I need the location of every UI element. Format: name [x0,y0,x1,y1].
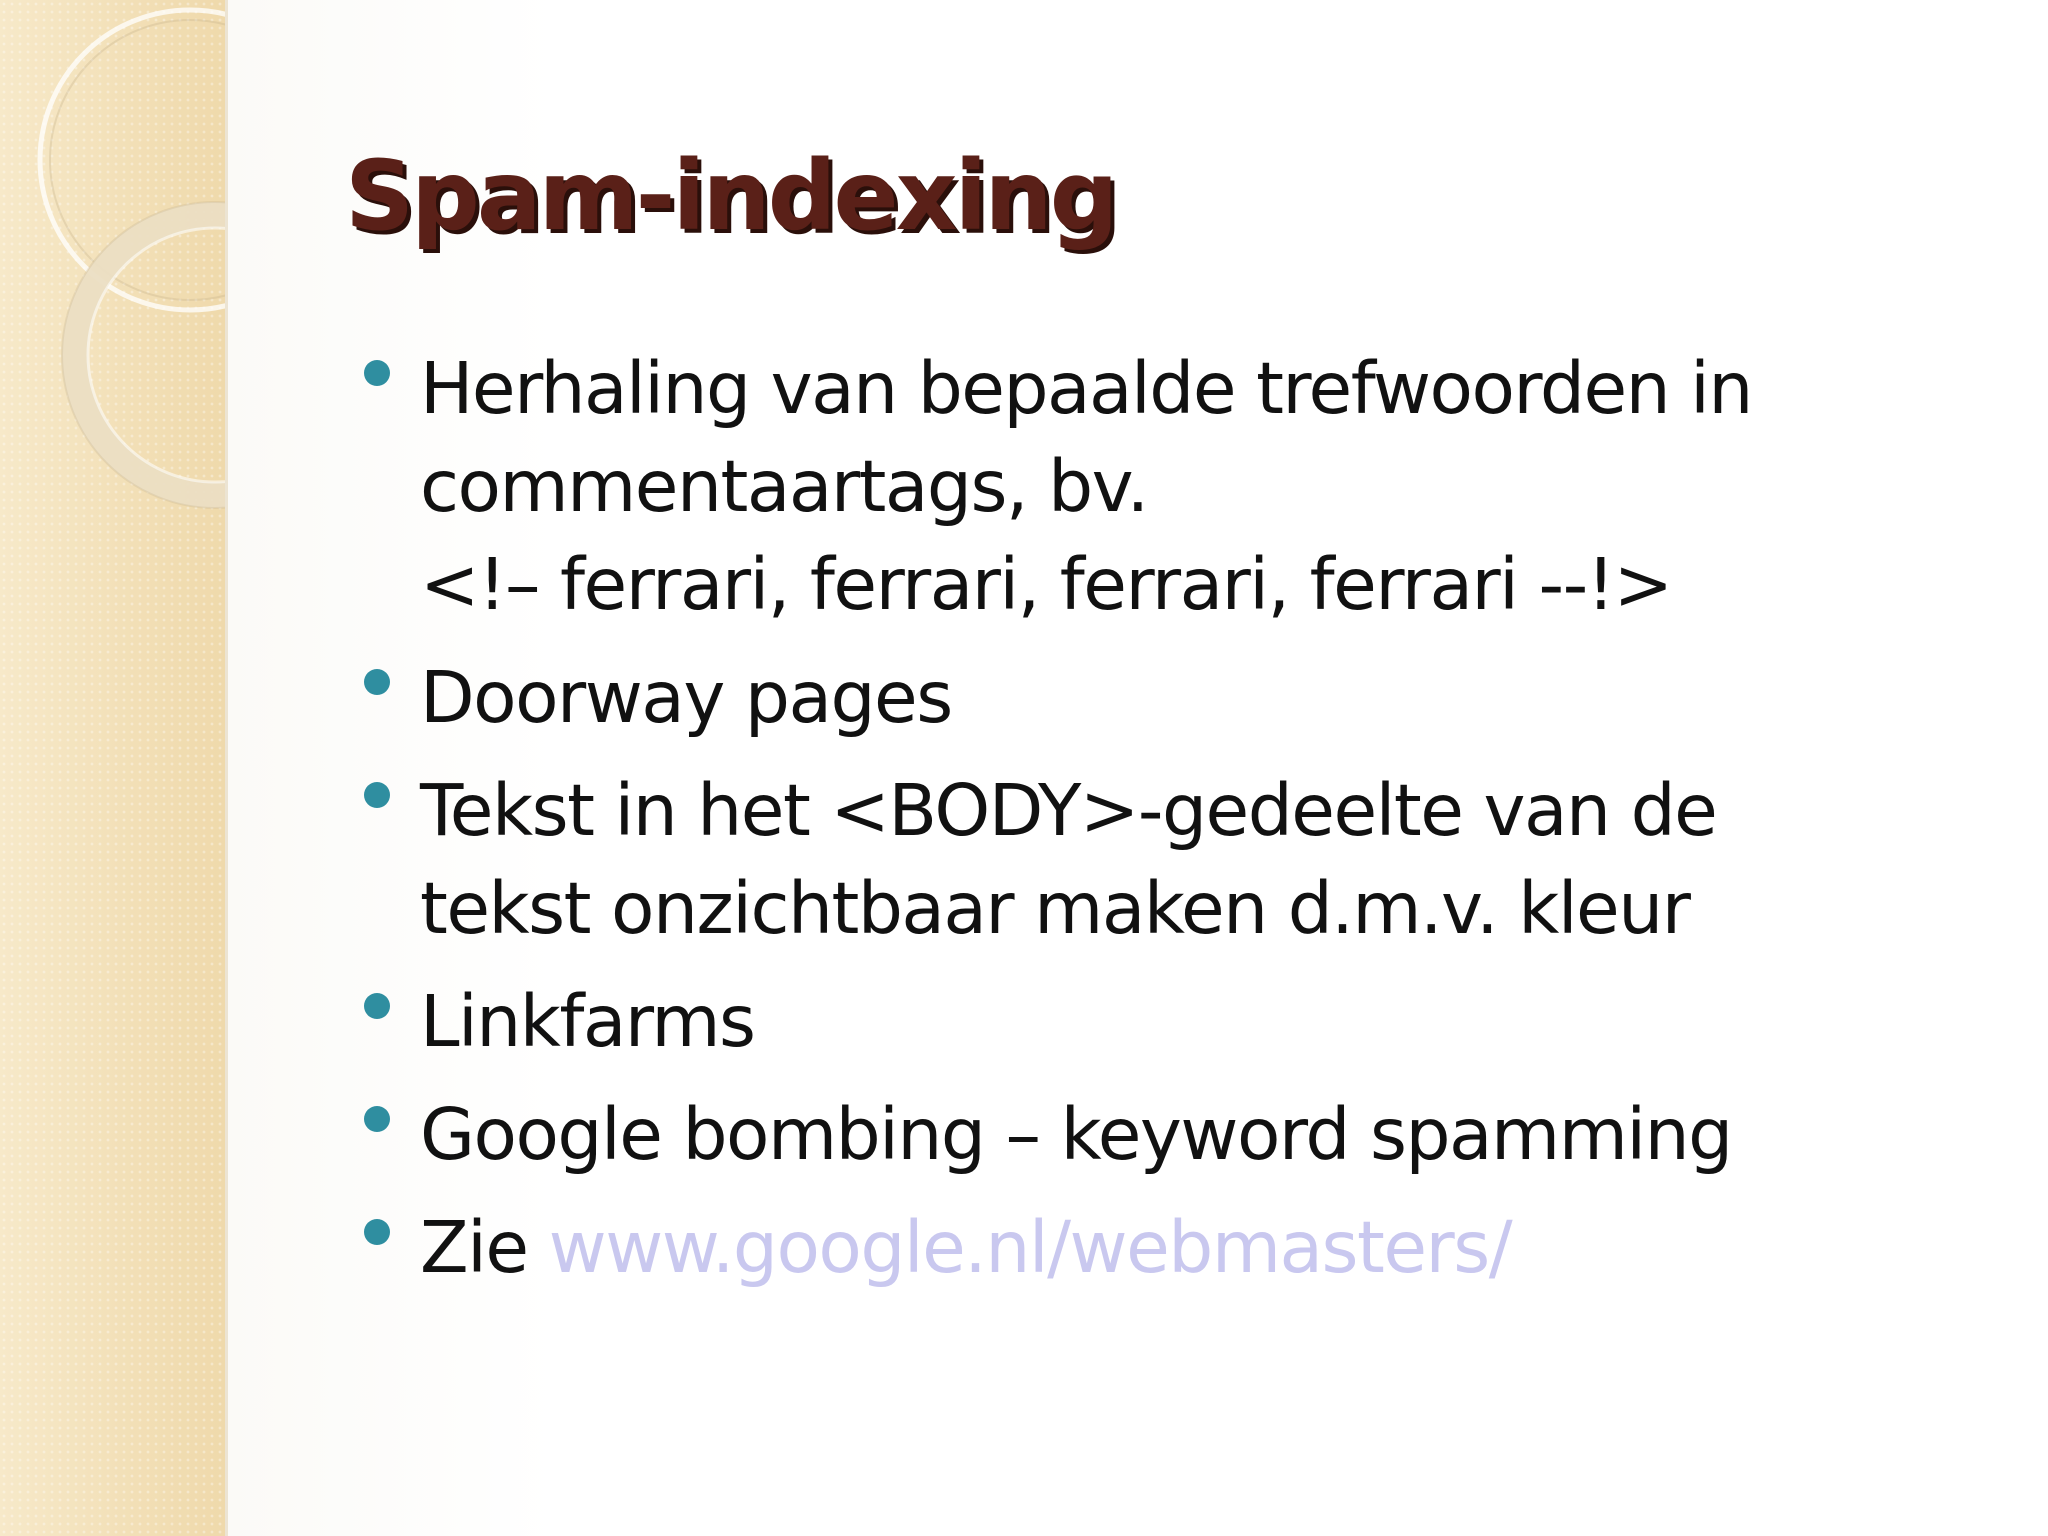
bullet-dot-icon [364,669,390,695]
ring-decoration-icon [0,0,225,520]
bullet-item [360,1199,1920,1297]
bullet-text: Doorway pages [420,656,952,739]
side-panel-decoration [0,0,228,1536]
webmasters-link[interactable]: www.google.nl/webmasters/ [548,1206,1512,1289]
bullet-dot-icon [364,993,390,1019]
bullet-list [360,340,1920,1312]
bullet-dot-icon [364,1106,390,1132]
bullet-text: <!– ferrari, ferrari, ferrari, ferrari --!> [420,543,1672,626]
bullet-item [360,1086,1920,1184]
bullet-dot-icon [364,1219,390,1245]
bullet-text [420,1199,1920,1297]
bullet-dot-icon [364,360,390,386]
bullet-prefix: Zie [420,1206,549,1289]
bullet-text: Linkfarms [420,980,755,1063]
bullet-text: Herhaling van bepaalde trefwoorden in [420,347,1752,430]
bullet-dot-icon [364,782,390,808]
bullet-item [360,762,1920,958]
bullet-text: commentaartags, bv. [420,445,1148,528]
bullet-item [360,973,1920,1071]
bullet-item [360,649,1920,747]
bullet-text: tekst onzichtbaar maken d.m.v. kleur [420,867,1690,950]
bullet-text: Tekst in het <BODY>-gedeelte van de [420,769,1717,852]
bullet-text: Google bombing – keyword spamming [420,1093,1732,1176]
bullet-item [360,340,1920,634]
slide-title: Spam-indexing [345,140,1116,252]
